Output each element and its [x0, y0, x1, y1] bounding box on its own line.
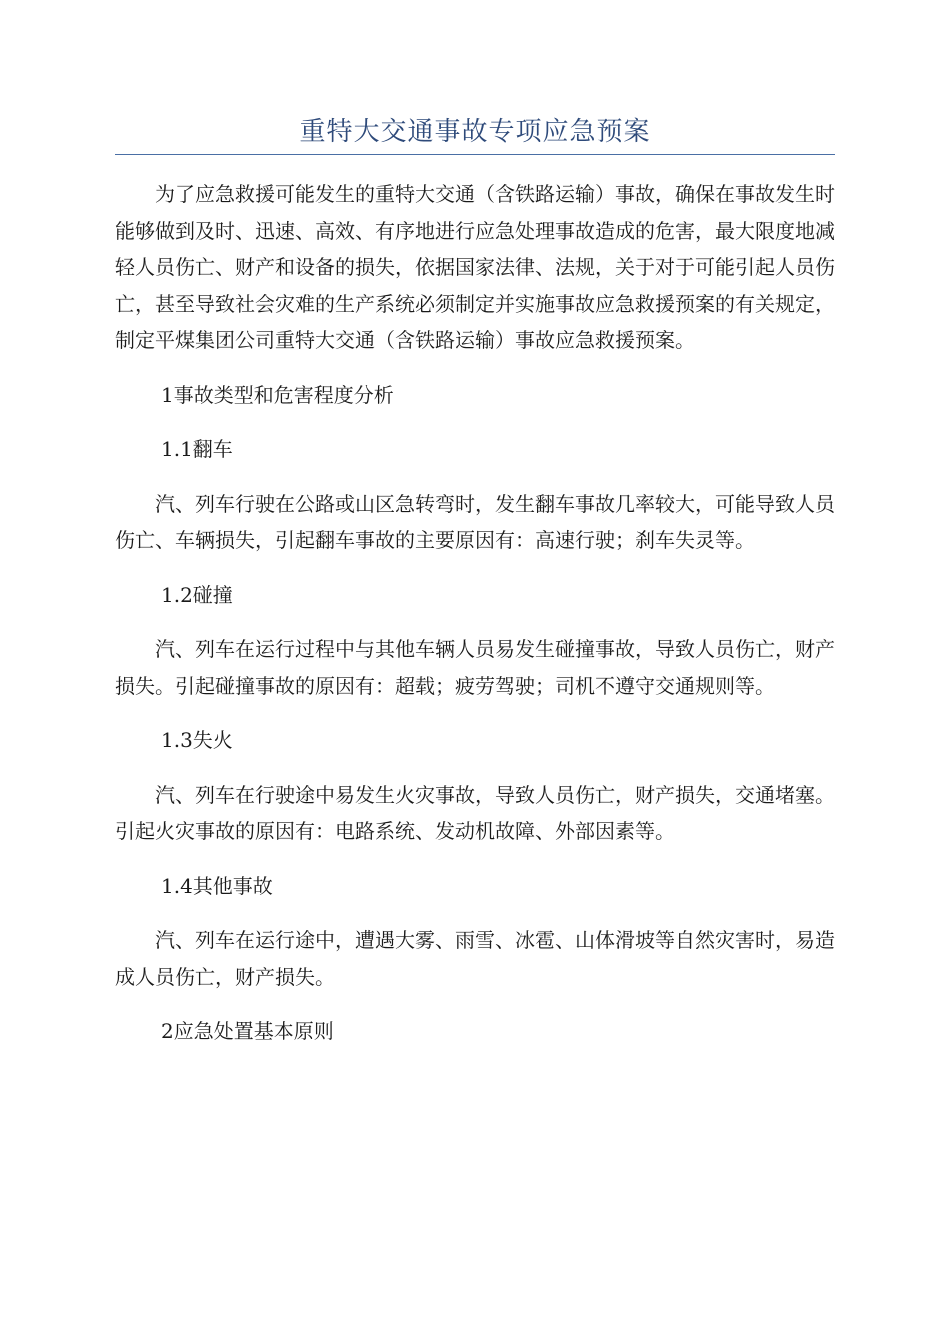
document-body [115, 176, 835, 1068]
intro-paragraph: 为了应急救援可能发生的重特大交通（含铁路运输）事故，确保在事故发生时能够做到及时、迅速、高效、有序地进行应急处理事故造成的危害，最大限度地减轻人员伤亡、财产和设备的损失，依据国家法律、法规，关于对于可能引起人员伤亡，甚至导致社会灾难的生产系统必须制定并实施事故应急救援预案的有关规定，制定平煤集团公司重特大交通（含铁路运输）事故应急救援预案。 [115, 182, 835, 352]
section-1-1-paragraph: 汽、列车行驶在公路或山区急转弯时，发生翻车事故几率较大，可能导致人员伤亡、车辆损失，引起翻车事故的主要原因有：高速行驶；刹车失灵等。 [115, 491, 835, 552]
section-1-1-heading: 1.1翻车 [161, 437, 233, 461]
document-title: 重特大交通事故专项应急预案 [299, 117, 651, 147]
section-1-2-paragraph: 汽、列车在运行过程中与其他车辆人员易发生碰撞事故，导致人员伤亡，财产损失。引起碰撞事故的原因有：超载；疲劳驾驶；司机不遵守交通规则等。 [115, 637, 835, 698]
section-1-4-heading: 1.4其他事故 [161, 873, 273, 898]
section-1-4-paragraph: 汽、列车在运行途中，遭遇大雾、雨雪、冰雹、山体滑坡等自然灾害时，易造成人员伤亡，财产损失。 [115, 928, 835, 989]
section-1-2-heading: 1.2碰撞 [161, 582, 233, 607]
title-underline [115, 154, 835, 155]
section-1-3-heading: 1.3失火 [161, 728, 233, 752]
section-2-heading: 2应急处置基本原则 [161, 1019, 334, 1043]
section-1-heading: 1事故类型和危害程度分析 [161, 382, 394, 407]
section-1-3-paragraph: 汽、列车在行驶途中易发生火灾事故，导致人员伤亡，财产损失，交通堵塞。引起火灾事故的原因有：电路系统、发动机故障、外部因素等。 [115, 782, 835, 843]
